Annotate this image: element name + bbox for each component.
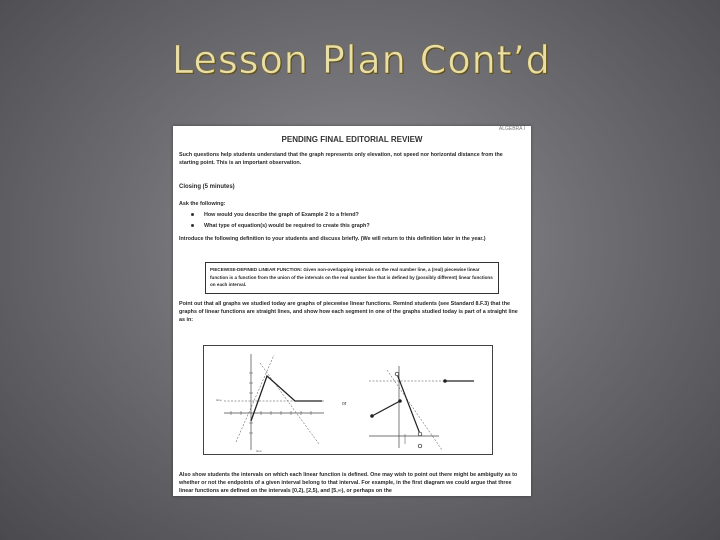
bullet-item: How would you describe the graph of Example 2 to a friend? [191,212,359,218]
figure-box [203,345,493,455]
open-point [395,372,399,376]
or-label: or [342,401,347,407]
paragraph-definition-intro: Introduce the following definition to your students and discuss briefly. (We will return to this definition later in the year.) [179,236,486,242]
axis-label-y: time [216,398,222,402]
paragraph-piecewise: Point out that all graphs we studied today are graphs of piecewise linear functions. Remind students (see Standard 8.F.3) that the graphs of linear functions are straight lines, and show how each segment in one of the graphs studied today is part of a straight line as in: [179,301,518,323]
bullet-dot [191,213,194,216]
document-page [173,126,531,496]
dashed-extension [236,355,274,442]
axis-label-x: time [256,449,262,453]
slide-title: Lesson Plan Cont’d [172,38,551,82]
header-right: ALGEBRA I [498,126,525,132]
document-heading: PENDING FINAL EDITORIAL REVIEW [281,135,423,144]
left-graph [224,354,324,450]
dashed-extension [387,370,442,450]
right-graph [369,366,474,450]
ask-line: Ask the following: [179,201,226,207]
closing-heading: Closing (5 minutes) [179,184,235,190]
definition-term: PIECEWISE-DEFINED LINEAR FUNCTION: [210,267,303,272]
segment-1 [372,401,400,416]
right-graph-points [370,372,447,448]
paragraph-intro: Such questions help students understand that the graph represents only elevation, not speed nor horizontal distance from the starting point. This is an important observation. [179,152,503,166]
open-point [418,432,422,436]
definition-text [210,266,494,289]
closed-point [398,399,402,403]
closed-point [370,414,374,418]
left-ticks [231,373,311,433]
open-point [418,444,422,448]
bullet-item: What type of equation(s) would be required to create this graph? [191,223,370,229]
piecewise-graphs-figure [204,346,492,454]
definition-box [205,262,499,294]
closed-point [443,379,447,383]
dashed-extension [260,363,319,444]
bullet-dot [191,224,194,227]
paragraph-intervals: Also show students the intervals on which each linear function is defined. One may wish to point out there might be ambiguity as to whether or not the endpoints of a given interval belong to that interval. For example, in the first diagram we could argue that three linear functions are defined on the intervals [0,2), [2,5), and [5,∞), or perhaps on the [179,472,518,494]
segment-2 [397,374,420,434]
definition-body: Given non-overlapping intervals on the real number line, a (real) piecewise linear function is a function from the union of the intervals on the real number line that is defined by (possibly different) linear functions on each interval. [210,267,493,287]
